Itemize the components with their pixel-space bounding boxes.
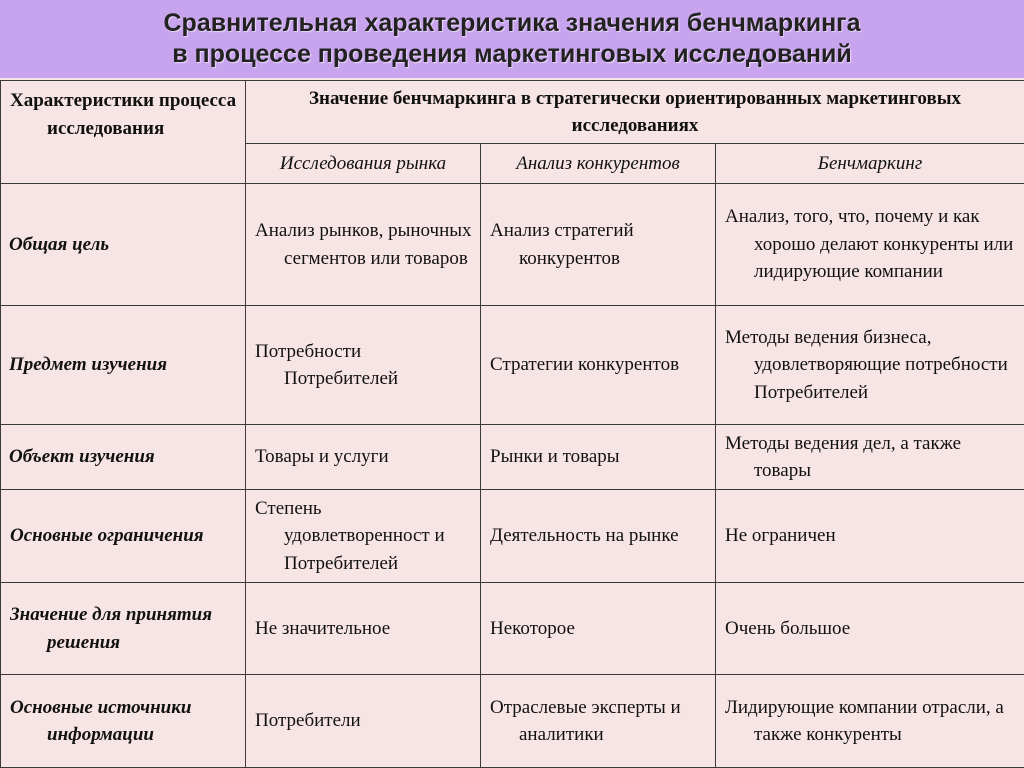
row-label: Объект изучения — [1, 425, 246, 490]
table-cell: Стратегии конкурентов — [481, 306, 716, 425]
table-cell: Очень большое — [716, 583, 1024, 675]
row-label: Значение для принятия решения — [1, 583, 246, 675]
row-label: Общая цель — [1, 184, 246, 306]
table-cell: Методы ведения дел, а также товары — [716, 425, 1024, 490]
table-cell: Деятельность на рынке — [481, 490, 716, 583]
table-row — [1, 490, 1024, 583]
corner-header: Характеристики процесса исследования — [1, 81, 246, 184]
table-cell: Анализ рынков, рыночных сегментов или товаров — [246, 184, 481, 306]
table-row — [1, 583, 1024, 675]
table-cell: Товары и услуги — [246, 425, 481, 490]
column-header-market-research: Исследования рынка — [246, 144, 481, 184]
table-cell: Потребители — [246, 675, 481, 768]
slide-title — [0, 0, 1024, 78]
comparison-table — [0, 80, 1024, 768]
table-cell: Некоторое — [481, 583, 716, 675]
table-row — [1, 306, 1024, 425]
table-cell: Степень удовлетворенност и Потребителей — [246, 490, 481, 583]
column-header-benchmarking: Бенчмаркинг — [716, 144, 1024, 184]
table-cell: Не значительное — [246, 583, 481, 675]
title-line-1: Сравнительная характеристика значения бенчмаркинга — [164, 8, 861, 39]
row-label: Основные источники информации — [1, 675, 246, 768]
column-header-competitor-analysis: Анализ конкурентов — [481, 144, 716, 184]
table-row — [1, 425, 1024, 490]
table-row — [1, 184, 1024, 306]
row-label: Основные ограничения — [1, 490, 246, 583]
table-cell: Анализ, того, что, почему и как хорошо делают конкуренты или лидирующие компании — [716, 184, 1024, 306]
table-row — [1, 675, 1024, 768]
table-cell: Методы ведения бизнеса, удовлетворяющие потребности Потребителей — [716, 306, 1024, 425]
table-cell: Потребности Потребителей — [246, 306, 481, 425]
table-cell: Рынки и товары — [481, 425, 716, 490]
group-header: Значение бенчмаркинга в стратегически ориентированных маркетинговых исследованиях — [246, 81, 1024, 144]
table-cell: Анализ стратегий конкурентов — [481, 184, 716, 306]
table-cell: Не ограничен — [716, 490, 1024, 583]
table-cell: Лидирующие компании отрасли, а также конкуренты — [716, 675, 1024, 768]
title-line-2: в процессе проведения маркетинговых исследований — [172, 39, 852, 70]
row-label: Предмет изучения — [1, 306, 246, 425]
table-cell: Отраслевые эксперты и аналитики — [481, 675, 716, 768]
